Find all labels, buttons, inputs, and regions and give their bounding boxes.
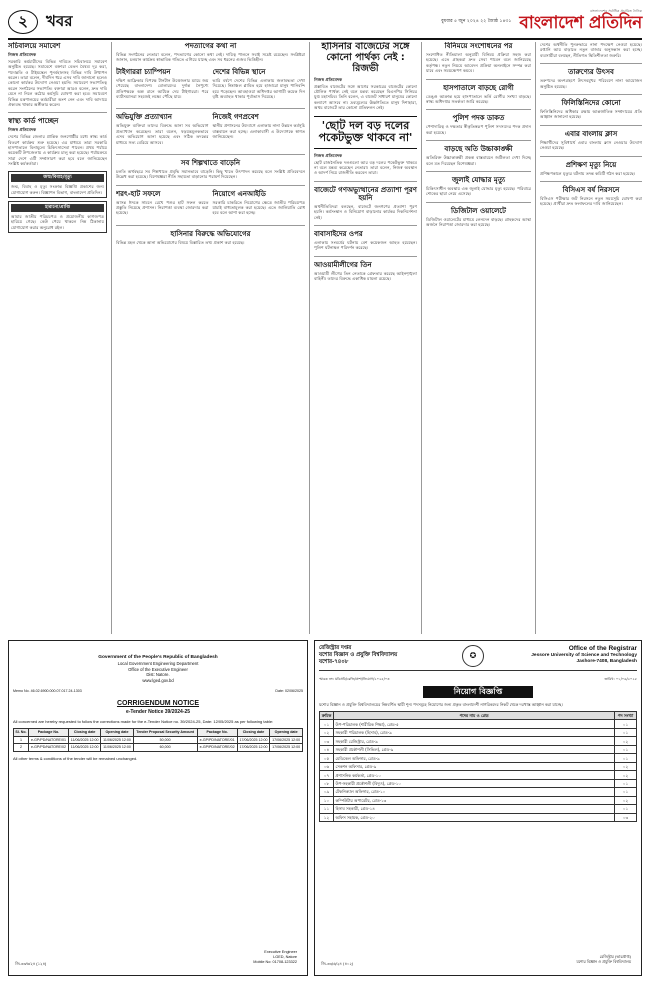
story-body: পেশাদারিত্ব ও দক্ষতার স্বীকৃতিস্বরূপ পুলিশ সদস্যদের পদক প্রদান করা হয়েছে।: [426, 124, 531, 135]
divider: [540, 181, 642, 182]
table-cell: ০১: [615, 754, 637, 762]
story: [540, 186, 642, 207]
story: [426, 114, 531, 135]
notice-note: All other terms & conditions of the tender will be remained unchanged.: [13, 755, 138, 761]
story: [426, 207, 531, 228]
address-bn: যশোর-৭৪০৮: [319, 658, 349, 665]
pull-quote: [314, 116, 417, 149]
table-cell: ০২: [615, 796, 637, 804]
story-body: চলতি অর্থবছরে সব শিল্পখাতে প্রবৃদ্ধি সমানভাবে বাড়েনি। কিছু খাতে উৎপাদন কমেছে বলে সংশ্লিষ্ট প্রতিবেদনে উল্লেখ করা হয়েছে। বিশেষজ্ঞরা নীতি সহায়তা বাড়ানোর পরামর্শ দিয়েছেন।: [116, 168, 305, 180]
story: [213, 190, 306, 216]
notice-title: CORRIGENDUM NOTICE: [116, 699, 200, 707]
table-cell: সহকারী পরিচালক (হিসাব), গ্রেড-৯: [334, 728, 615, 736]
story-body: তরুণদের অংশগ্রহণে উৎসবমুখর পরিবেশে নানা আয়োজন অনুষ্ঠিত হয়েছে।: [540, 78, 642, 89]
table-cell: 17/06/2025 12:00: [270, 736, 303, 744]
classified-box: [8, 201, 107, 233]
brand-logo: বাংলাদেশ প্রতিদিন: [519, 13, 642, 34]
divider: [540, 125, 642, 126]
headline: শরৎ-হাট সফলে: [116, 189, 161, 198]
divider: [314, 256, 417, 257]
university-name-bn: যশোর বিজ্ঞান ও প্রযুক্তি বিশ্ববিদ্যালয়: [319, 651, 398, 658]
story-body: অতিরিক্ত উচ্চাকাঙ্ক্ষী প্রকল্প বাস্তবায়নে জটিলতা দেখা দিচ্ছে বলে মত দিয়েছেন বিশেষজ্ঞরা।: [426, 155, 531, 166]
table-row: [320, 771, 637, 779]
column-1: [8, 42, 112, 634]
headline: জুলাই যোদ্ধার মৃত্যু: [451, 175, 506, 184]
story-body: প্রশিক্ষণকালে মৃত্যুর ঘটনায় তদন্ত কমিটি গঠন করা হয়েছে।: [540, 170, 636, 176]
table-header-row: [14, 729, 303, 737]
table-cell: ০৬: [320, 762, 334, 770]
story: [540, 68, 642, 89]
headline: দেশের বিভিন্ন স্থানে: [212, 67, 266, 76]
divider: [426, 202, 531, 203]
recruitment-notice-ad: [314, 640, 642, 976]
table-cell: 11/06/2025 12:00: [101, 736, 133, 744]
table-row: [320, 796, 637, 804]
ad-code: জি-৩৩/৬/২৪ (১২৪): [15, 962, 47, 967]
table-cell: 60,000: [133, 744, 197, 752]
gov-line-2: Local Government Engineering Department: [117, 661, 199, 667]
story-body: শিক্ষার্থীদের সুবিধার্থে এবার বাংলায় ক্লাস নেওয়ার উদ্যোগ নেওয়া হয়েছে।: [540, 139, 642, 151]
column-2: [116, 42, 310, 634]
divider: [8, 112, 107, 113]
corrigendum-table: [13, 728, 303, 752]
table-cell: 50,000: [133, 736, 197, 744]
table-row: [320, 728, 637, 736]
table-header: Closing date: [237, 729, 270, 737]
story: [116, 68, 209, 100]
table-row: [320, 754, 637, 762]
table-cell: ০২: [615, 737, 637, 745]
divider: [314, 181, 417, 182]
table-cell: ০৪: [320, 745, 334, 753]
table-cell: e-GP/PD/NATORE/01: [28, 736, 68, 744]
table-row: [320, 779, 637, 787]
story-body: ফিলিস্তিনিদের অধিকার রক্ষায় আন্তর্জাতিক সম্প্রদায়ের প্রতি আহ্বান জানানো হয়েছে।: [540, 108, 642, 120]
story-body: ভারি বর্ষণে দেশের বিভিন্ন এলাকায় জলাবদ্ধতা দেখা দিয়েছে। নিম্নাঞ্চল প্লাবিত হয়ে হাজারো মানুষ পানিবন্দি হয়ে পড়েছেন। আবহাওয়া অধিদপ্তর আগামী কয়েক দিন বৃষ্টি অব্যাহত থাকার পূর্বাভাস দিয়েছে।: [212, 77, 305, 99]
divider: [116, 154, 305, 155]
story: [314, 230, 417, 251]
table-cell: 17/06/2025 12:00: [237, 736, 270, 744]
story: [116, 113, 209, 145]
table-row: [14, 744, 303, 752]
story: [426, 84, 531, 105]
table-cell: সহকারী রেজিস্ট্রার, গ্রেড-৯: [334, 737, 615, 745]
headline: সচিবালয়ে সমাবেশ: [8, 42, 61, 50]
column-3: [314, 42, 422, 634]
headline: এবার বাংলায় ক্লাস: [564, 129, 618, 138]
table-cell: ০৩: [615, 813, 637, 821]
story-body: স্থানীয় প্রশাসনের উদ্যোগে এলাকায় নানা উন্নয়ন কর্মসূচি বাস্তবায়ন করা হচ্ছে। এলাকাবাসী এ উদ্যোগকে স্বাগত জানিয়েছেন।: [212, 123, 305, 140]
table-cell: টেকনিক্যাল অফিসার, গ্রেড-১০: [334, 788, 615, 796]
table-header: Opening date: [101, 729, 133, 737]
table-header: পদের নাম ও গ্রেড: [334, 711, 615, 719]
table-header: পদ সংখ্যা: [615, 711, 637, 719]
table-header: Closing date: [68, 729, 100, 737]
table-cell: ০১: [615, 805, 637, 813]
corrigendum-notice-ad: [8, 640, 308, 976]
table-cell: ০৭: [320, 771, 334, 779]
story: [540, 99, 642, 120]
table-cell: কম্পিউটার অপারেটর, গ্রেড-১৩: [334, 796, 615, 804]
recruitment-title: নিয়োগ বিজ্ঞপ্তি: [423, 686, 533, 698]
headline: ফিলিস্তিনিদের কোনো: [561, 98, 621, 107]
column-4: [426, 42, 536, 634]
byline: নিজস্ব প্রতিবেদক: [314, 76, 343, 82]
signature-phone: Mobile No: 01708-123322: [253, 960, 297, 965]
story: [8, 117, 107, 166]
story: [426, 176, 531, 197]
lead-story: [314, 42, 417, 111]
story-body: দেশের বিভিন্ন জেলার প্রান্তিক জনগোষ্ঠীর মধ্যে স্বাস্থ্য কার্ড বিতরণ কার্যক্রম শুরু হয়েছে। এর মাধ্যমে তারা সরকারি হাসপাতালে বিনামূল্যে চিকিৎসাসেবা পাবেন। প্রথম পর্যায়ে কয়েকটি উপজেলায় এ কার্যক্রম চালু করা হয়েছে। পর্যায়ক্রমে সারা দেশে এটি সম্প্রসারণ করা হবে বলে জানিয়েছেন সংশ্লিষ্ট কর্মকর্তারা।: [8, 134, 107, 167]
table-cell: ০১: [615, 788, 637, 796]
headline: ডিজিটাল ওয়ালেটে: [451, 206, 506, 215]
classified-title: জন্ম/বিবাহ/মৃত্যু: [11, 174, 104, 182]
table-header: Opening date: [270, 729, 303, 737]
story: [116, 159, 305, 180]
story-body: অভিযুক্ত ব্যক্তিরা তাদের বিরুদ্ধে আনা সব অভিযোগ প্রত্যাখ্যান করেছেন। তারা বলেন, ষড়যন্ত্রমূলকভাবে এসব অভিযোগ আনা হয়েছে এবং সঠিক তদন্তের মাধ্যমে সত্য বেরিয়ে আসবে।: [116, 123, 209, 145]
brand: [519, 9, 642, 35]
table-cell: ০১: [615, 745, 637, 753]
story-body: চিকিৎসাধীন অবস্থায় এক জুলাই যোদ্ধার মৃত্যু হয়েছে। পরিবারে শোকের ছায়া নেমে এসেছে।: [426, 185, 531, 197]
story-body: বিভিন্ন মহল থেকে আনা অভিযোগের বিষয়ে বিস্তারিত তথ্য প্রকাশ করা হয়েছে।: [116, 239, 245, 245]
story: [116, 230, 305, 245]
table-header: Package No.: [197, 729, 237, 737]
divider: [540, 156, 642, 157]
divider: [116, 108, 305, 109]
table-row: [320, 737, 637, 745]
story-split: [116, 113, 305, 150]
story-body: আসন্ন ঈদকে সামনে রেখে পশুর হাট সফল করতে প্রস্তুতি নিয়েছে প্রশাসন। নিরাপত্তা ব্যবস্থা জোরদার করা হয়েছে।: [116, 199, 209, 216]
quote-text: 'ছোট দল বড় দলের পকেটভুক্ত থাকবে না': [318, 118, 413, 145]
table-cell: হিসাব সহকারী, গ্রেড-১৪: [334, 805, 615, 813]
byline: নিজস্ব প্রতিবেদক: [8, 127, 37, 133]
table-cell: মেডিকেল অফিসার, গ্রেড-৯: [334, 754, 615, 762]
headline: বিনিময়ে সংশোধনের পর: [444, 42, 513, 50]
memo-number: স্মারক নং: যবিপ্রবি/রেজি/প্রশা/নিয়োগ/২০২৫/০৩: [319, 677, 390, 681]
address-en: Jashore-7408, Bangladesh: [576, 658, 637, 664]
story-body: প্রস্তাবিত বাজেটের সঙ্গে আগের সরকারের বাজেটের কোনো মৌলিক পার্থক্য নেই বলে মন্তব্য করেছেন বিএনপির সিনিয়র যুগ্ম মহাসচিব। তিনি বলেন, এ বাজেট সাধারণ মানুষের কোনো কল্যাণে আসবে না। দ্রব্যমূল্যের ঊর্ধ্বগতিতে মানুষ দিশাহারা, অথচ বাজেটে তার কোনো প্রতিফলন নেই।: [314, 83, 417, 111]
headline: অভিযুক্তি প্রত্যাখ্যান: [116, 113, 172, 122]
memo-row: [319, 677, 637, 682]
classified-title: হারানো/প্রাপ্তি: [11, 204, 104, 212]
classified-body: জন্ম, বিবাহ ও মৃত্যু সংক্রান্ত বিজ্ঞপ্তি প্রকাশের জন্য যোগাযোগ করুন। বিজ্ঞাপন বিভাগ, বাংলাদেশ প্রতিদিন।: [11, 184, 104, 195]
divider: [426, 79, 531, 80]
table-cell: ০১: [615, 728, 637, 736]
table-cell: ০৩: [320, 737, 334, 745]
story-body: আওয়ামী লীগের তিন নেতাকে গ্রেফতার করেছে আইনশৃঙ্খলা বাহিনী। তাদের বিরুদ্ধে একাধিক মামলা রয়েছে।: [314, 270, 417, 282]
column-5: [540, 42, 642, 634]
table-header: Tender Proposal Security Amount: [133, 729, 197, 737]
story: [540, 42, 642, 58]
signature-block: [253, 950, 297, 965]
table-cell: ১০: [320, 796, 334, 804]
headline: বাড়ছে অতি উচ্চাকাঙ্ক্ষী: [444, 145, 513, 154]
memo-date: তারিখ: ০১/০৬/২০২৫: [604, 677, 637, 681]
divider: [116, 185, 305, 186]
headline: হাসিনার বাজেটের সঙ্গে কোনো পার্থক্য নেই : রিজভী: [321, 42, 410, 74]
divider: [540, 63, 642, 64]
table-cell: ১১: [320, 805, 334, 813]
headline: স্বাস্থ্য কার্ড পাচ্ছেন: [8, 117, 59, 126]
signature-title: Executive Engineer: [264, 950, 297, 955]
university-seal-icon: ✪: [462, 645, 484, 667]
table-cell: ০১: [320, 720, 334, 728]
story-body: দেশের অর্থনীতি পুনরুদ্ধারে নানা পদক্ষেপ নেওয়া হয়েছে। রপ্তানি আয় বাড়াতে নতুন বাজার অনুসন্ধান করা হচ্ছে। ব্যবসায়ীরা বলছেন, নীতিগত স্থিতিশীলতা জরুরি।: [540, 42, 642, 58]
story-split: [116, 68, 305, 105]
ad-code: জি-৩৩/৬/২৪ (৪০২): [321, 961, 354, 967]
table-cell: অফিস সহায়ক, গ্রেড-২০: [334, 813, 615, 821]
page-number: ২: [8, 10, 38, 34]
gov-line-1: Government of the People's Republic of Bangladesh: [98, 655, 218, 660]
table-header: Sl. No.: [14, 729, 29, 737]
divider: [426, 109, 531, 110]
headline: পদত্যাগের কথা না: [184, 42, 237, 50]
table-cell: ০৮: [320, 779, 334, 787]
story-body: বিভিন্ন সংগঠনের নেতারা বলেন, পদত্যাগের কোনো কথা নেই। দায়িত্ব পালনে সবাই সচেষ্ট রয়েছেন। সংশ্লিষ্টরা জানান, চলমান কার্যক্রম স্বাভাবিক গতিতে এগিয়ে যাচ্ছে এবং সব ধরনের গুজব ভিত্তিহীন।: [116, 52, 305, 63]
story-body: বিসিএস পরীক্ষার জট নিরসনে নতুন সময়সূচি ঘোষণা করা হয়েছে। প্রার্থীরা দ্রুত ফলাফলের দাবি জানিয়েছেন।: [540, 195, 642, 207]
headline: বিসিএস বর্ষ নিরসনে: [562, 185, 620, 194]
story: [314, 153, 417, 176]
story: [314, 261, 417, 282]
table-cell: 11/06/2025 12:00: [68, 744, 100, 752]
table-cell: 17/06/2025 12:00: [270, 744, 303, 752]
table-header: ক্রমিক: [320, 711, 334, 719]
divider: [426, 140, 531, 141]
memo-row: [13, 689, 303, 694]
divider: [426, 171, 531, 172]
table-cell: ১২: [320, 813, 334, 821]
table-cell: ০২: [615, 762, 637, 770]
table-cell: সহকারী প্রকৌশলী (সিভিল), গ্রেড-৯: [334, 745, 615, 753]
table-cell: e-GP/PD/NATORE/01: [197, 736, 237, 744]
table-cell: ০৫: [320, 754, 334, 762]
gov-line-4: Dist: Natore.: [146, 672, 170, 678]
table-cell: 2: [14, 744, 29, 752]
table-cell: ০১: [615, 720, 637, 728]
story-body: এলাকায় সংঘর্ষের ঘটনায় বেশ কয়েকজন আহত হয়েছেন। পুলিশ ঘটনাস্থল পরিদর্শন করেছে।: [314, 240, 417, 251]
headline: তারুণ্যের উৎসব: [568, 68, 614, 77]
headline: নিয়োগে এনআইডি: [212, 189, 266, 198]
divider: [540, 94, 642, 95]
divider: [116, 225, 305, 226]
gov-website: www.lged.gov.bd: [142, 677, 174, 683]
story-split: [116, 190, 305, 221]
story: [426, 42, 531, 74]
table-cell: প্রশাসনিক কর্মকর্তা, গ্রেড-১০: [334, 771, 615, 779]
masthead: [8, 6, 642, 40]
headline: নিজেই গণপ্রবেশ: [212, 113, 259, 122]
gov-line-3: Office of the Executive Engineer: [128, 666, 188, 672]
headline: হাসপাতালে বাড়ছে রোগী: [443, 83, 514, 92]
signature-office: LGED, Natore: [273, 955, 297, 960]
office-title-en: Office of the Registrar: [568, 645, 637, 652]
classified-body: আমার জাতীয় পরিচয়পত্র ও প্রয়োজনীয় কাগজপত্র হারিয়ে গেছে। কেউ পেয়ে থাকলে নিম্ন ঠিকানায় যোগাযোগ করার অনুরোধ রইল।: [11, 213, 104, 230]
table-row: [320, 745, 637, 753]
story: [540, 161, 642, 176]
table-header-row: [320, 711, 637, 719]
table-cell: ০৯: [320, 788, 334, 796]
table-row: [320, 813, 637, 821]
story: [116, 42, 305, 63]
byline: নিজস্ব প্রতিবেদক: [314, 152, 343, 158]
headline: হাসিনার বিরুদ্ধে অভিযোগের: [170, 229, 251, 238]
story-body: দক্ষিণ আফ্রিকার বিপক্ষে টানটান উত্তেজনার ম্যাচে জয় পেয়েছে বাংলাদেশ। বোলারদের দুর্দান্ত নৈপুণ্যে প্রতিপক্ষকে অল্প রানে আটকে দেয় টাইগাররা। পরে ব্যাটসম্যানরা সহজেই লক্ষ্যে পৌঁছে যায়।: [116, 77, 209, 99]
table-cell: 11/06/2025 12:00: [101, 744, 133, 752]
classified-box: [8, 171, 107, 198]
story: [426, 145, 531, 166]
story: [314, 186, 417, 220]
table-row: [320, 762, 637, 770]
table-cell: উপ-পরিচালক (শারীরিক শিক্ষা), গ্রেড-৫: [334, 720, 615, 728]
table-row: [320, 805, 637, 813]
headline: আওয়ামীলীগের তিন: [314, 260, 372, 269]
table-cell: ০২: [320, 728, 334, 736]
headline: প্রশিক্ষণ মৃত্যু নিয়ে: [565, 160, 617, 169]
table-cell: 1: [14, 736, 29, 744]
story-body: ডেঙ্গু আক্রান্ত হয়ে হাসপাতালে ভর্তি রোগীর সংখ্যা বাড়ছে। স্বাস্থ্য অধিদপ্তর সতর্কতা জারি করেছে।: [426, 93, 531, 104]
recruitment-intro: যশোর বিজ্ঞান ও প্রযুক্তি বিশ্ববিদ্যালয়ের নিম্নবর্ণিত স্থায়ী শূন্য পদসমূহে নিয়োগের জন্য প্রকৃত বাংলাদেশী নাগরিকদের নিকট থেকে দরখাস্ত আহ্বান করা যাচ্ছে।: [319, 701, 563, 707]
university-name-en: Jessore University of Science and Technology: [531, 652, 637, 658]
headline: বাজেটে গণঅভ্যুত্থানের প্রত্যাশা পূরণ হয়নি: [314, 185, 417, 202]
brand-tagline: বাংলাদেশের সর্বাধিক প্রচারিত দৈনিক: [590, 8, 642, 13]
table-cell: ০১: [615, 779, 637, 787]
posts-table: [319, 711, 637, 822]
story: [213, 113, 306, 145]
signature-block: [576, 955, 631, 965]
byline: নিজস্ব প্রতিবেদক: [8, 52, 37, 58]
signature-office: যশোর বিজ্ঞান ও প্রযুক্তি বিশ্ববিদ্যালয়: [576, 959, 631, 965]
notice-ref: e-Tender Notice 39/2024-25: [125, 708, 191, 715]
section-name: খবর: [46, 12, 73, 31]
story: [540, 130, 642, 151]
story: [213, 68, 306, 100]
headline: সব শিল্পখাতে বাড়েনি: [180, 158, 241, 167]
signature-title: রেজিস্ট্রার (ভারপ্রাপ্ত): [599, 954, 631, 960]
story: [116, 190, 209, 216]
notice-text: All concerned are hereby requested to follow the corrections made for the e-Tender Notice no. 39/2024-25, Date: 12/05/2025 as per following table:: [13, 718, 274, 724]
news-columns: [8, 42, 642, 634]
story-body: সংশোধিত নীতিমালা অনুযায়ী বিনিময় প্রক্রিয়া সহজ করা হয়েছে। এতে গ্রাহকরা দ্রুত সেবা পাবেন বলে জানিয়েছে কর্তৃপক্ষ। নতুন নিয়মে আবেদন প্রক্রিয়া অনলাইনে সম্পন্ন করা যাবে এবং সময়ক্ষেপণ কমবে।: [426, 52, 531, 74]
table-row: [320, 720, 637, 728]
table-cell: উপ-সহকারী প্রকৌশলী (বিদ্যুৎ), গ্রেড-১০: [334, 779, 615, 787]
story-body: সরকারি কর্মচারীদের বিভিন্ন দাবিতে সচিবালয়ে সমাবেশ অনুষ্ঠিত হয়েছে। সমাবেশে বক্তারা বেতন বৈষম্য দূর করা, পদোন্নতি ও টাইমস্কেল পুনর্বহালসহ বিভিন্ন দাবি উত্থাপন করেন। তারা বলেন, দীর্ঘদিন ধরে এসব দাবি জানানো হলেও কোনো কার্যকর উদ্যোগ নেওয়া হয়নি। সমাবেশে সভাপতিত্ব করেন সংগঠনের সভাপতি। বক্তারা আরও বলেন, দ্রুত দাবি মেনে না নিলে কঠোর কর্মসূচি ঘোষণা করা হবে। সমাবেশে বিভিন্ন মন্ত্রণালয়ের কর্মচারীরা অংশ নেন এবং দাবি আদায়ে ঐক্যবদ্ধ থাকার অঙ্গীকার করেন।: [8, 58, 107, 107]
story-body: অর্থনীতিবিদরা বলছেন, বাজেটে জনগণের প্রত্যাশা পূরণ হয়নি। কর্মসংস্থান ও বিনিয়োগ বাড়ানোর কার্যকর দিকনির্দেশনা নেই।: [314, 203, 417, 220]
table-row: [14, 736, 303, 744]
story: [8, 42, 107, 107]
headline: পুলিশ পদক ডাকত: [452, 114, 505, 123]
headline: টাইগাররা চ্যাম্পিয়ন: [116, 67, 171, 76]
story-body: ছোট রাজনৈতিক দলগুলো আর বড় দলের পকেটভুক্ত থাকবে না বলে মন্তব্য করেছেন নেতারা। তারা বলেন, নিজস্ব অবস্থান ও আদর্শ নিয়ে রাজনীতি করবেন তারা।: [314, 159, 417, 176]
office-name-bn: [319, 645, 439, 666]
office-name-en: [507, 645, 637, 664]
table-row: [320, 788, 637, 796]
divider: [314, 225, 417, 226]
table-cell: ০২: [615, 771, 637, 779]
table-cell: 11/06/2025 12:00: [68, 736, 100, 744]
memo-number: Memo No. 46.02.6900.000.07.017.24-1303: [13, 689, 82, 694]
table-cell: সেকশন অফিসার, গ্রেড-৯: [334, 762, 615, 770]
story-body: সরকারি চাকরিতে নিয়োগের ক্ষেত্রে জাতীয় পরিচয়পত্র যাচাই বাধ্যতামূলক করা হয়েছে। এতে জালিয়াতি রোধ হবে বলে আশা করা হচ্ছে।: [212, 199, 305, 216]
ad-header: [319, 645, 637, 671]
office-title-bn: রেজিস্ট্রার দপ্তর: [319, 645, 352, 651]
table-header: Package No.: [28, 729, 68, 737]
story-body: ডিজিটাল ওয়ালেটের মাধ্যমে লেনদেন বাড়ছে। গ্রাহকদের আস্থা অর্জনে নিরাপত্তা জোরদার করা হয়েছে।: [426, 216, 531, 228]
table-cell: e-GP/PD/NATORE/02: [28, 744, 68, 752]
table-cell: 17/06/2025 12:00: [237, 744, 270, 752]
headline: বাবাসাইদের ওপর: [314, 230, 363, 239]
memo-date: Date: 02/06/2025: [275, 689, 303, 694]
date-line: বুধবার ৫ জুন ২০২৪ ২২ জ্যৈষ্ঠ ১৪৩১: [441, 19, 512, 25]
table-cell: e-GP/PD/NATORE/02: [197, 744, 237, 752]
